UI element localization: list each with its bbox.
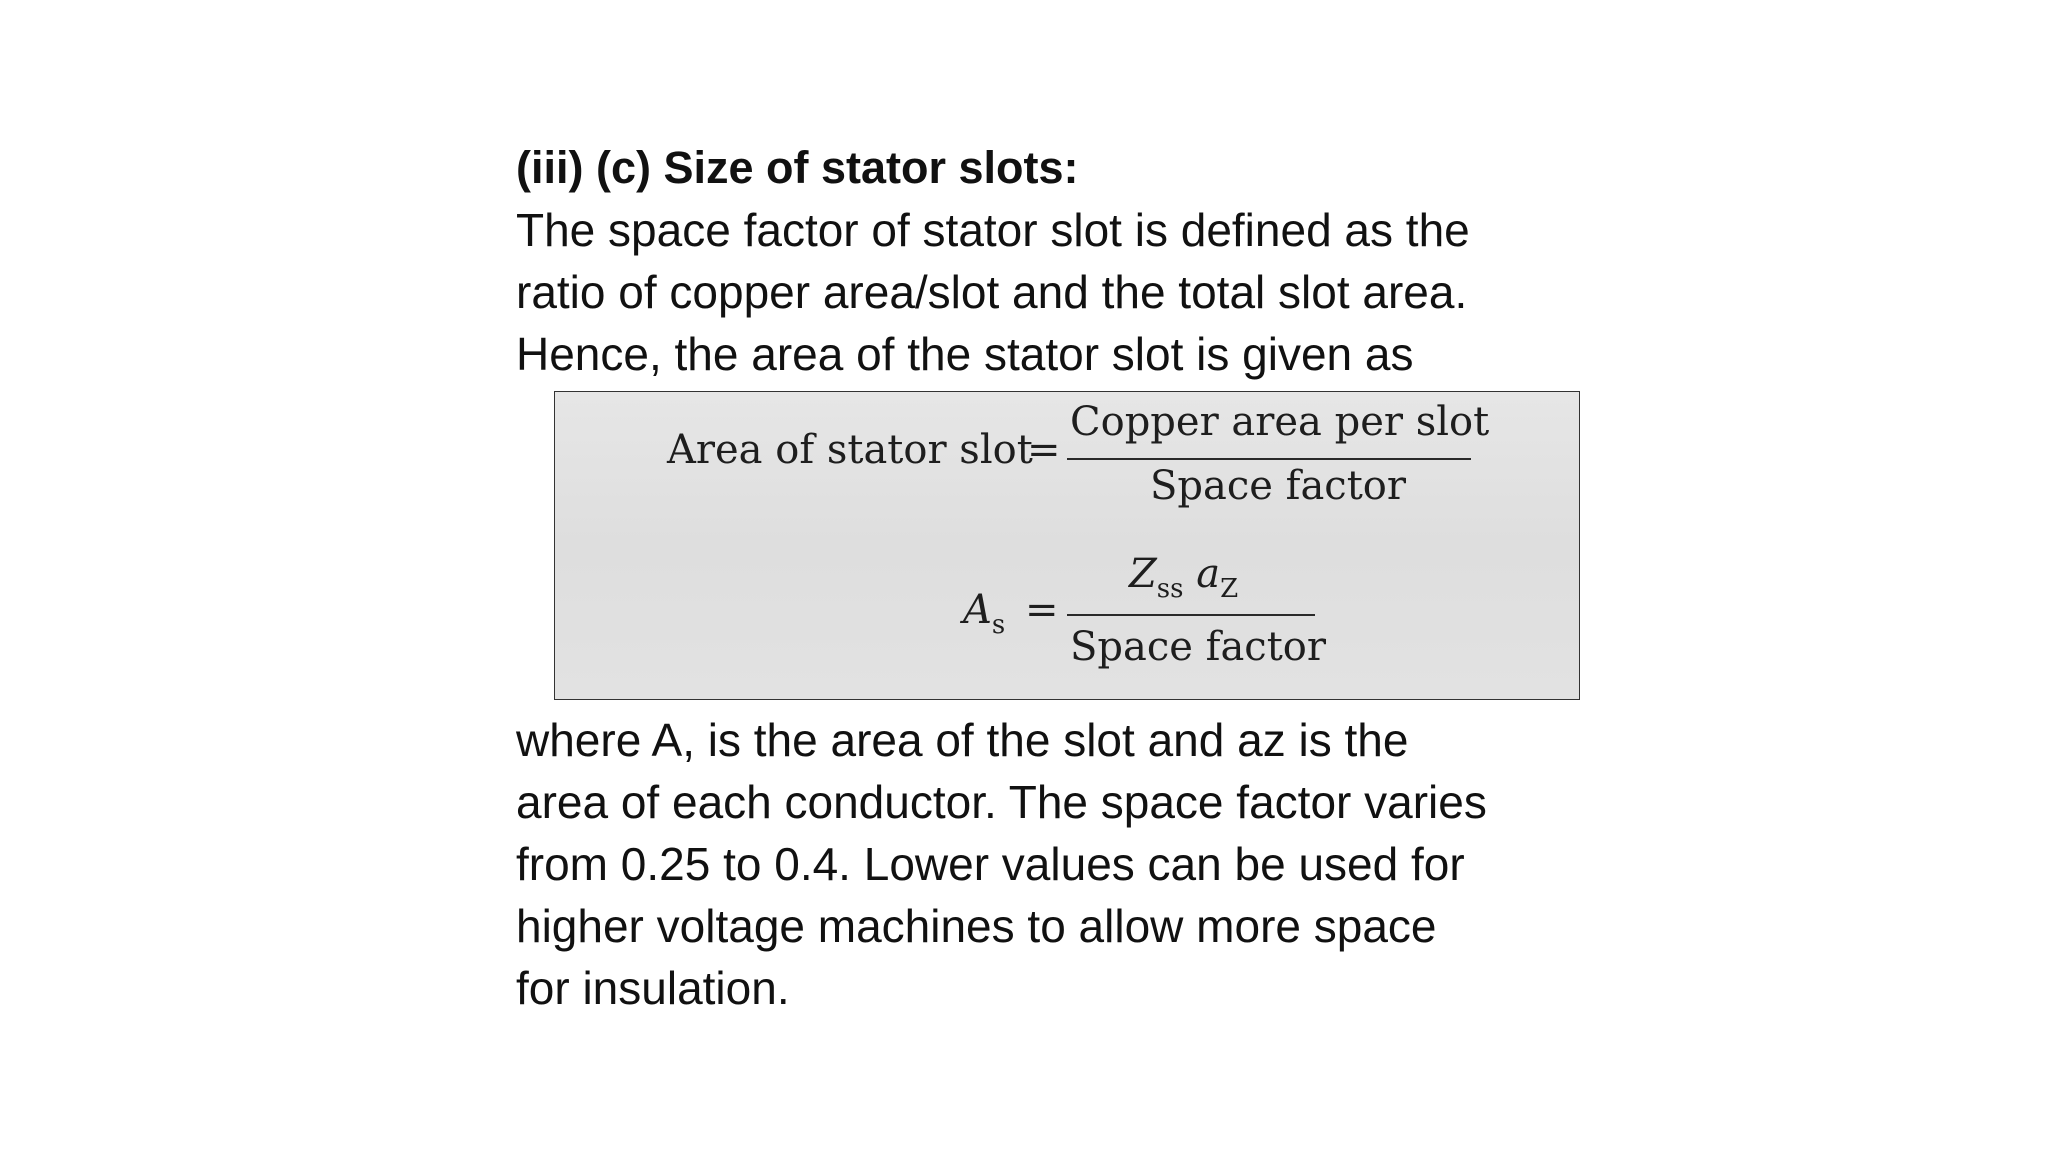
formula-1-numerator: Copper area per slot [1070, 399, 1490, 445]
formula-1-lhs: Area of stator slot [667, 427, 1033, 473]
body-text-block [516, 709, 1576, 1019]
formula-1-equals: = [1027, 427, 1061, 473]
section-heading: (iii) (c) Size of stator slots: [516, 142, 1079, 193]
intro-line: ratio of copper area/slot and the total slot area. [516, 266, 1468, 318]
formula-2-z-symbol: Z [1129, 551, 1157, 597]
formula-1-fraction-bar [1067, 458, 1471, 460]
formula-2-a-subscript: Z [1220, 574, 1239, 604]
intro-text-block [516, 137, 1576, 385]
body-line: higher voltage machines to allow more space [516, 900, 1437, 952]
formula-2-a-symbol: a [1196, 551, 1221, 597]
body-line: where A, is the area of the slot and az is the [516, 714, 1409, 766]
formula-image [554, 391, 1580, 700]
formula-2-fraction-bar [1067, 614, 1315, 616]
formula-2-lhs-subscript: s [991, 610, 1006, 640]
body-line: from 0.25 to 0.4. Lower values can be used for [516, 838, 1465, 890]
formula-2-lhs [963, 587, 1006, 640]
formula-2-denominator: Space factor [1070, 624, 1326, 670]
formula-1-denominator: Space factor [1150, 463, 1406, 509]
intro-line: The space factor of stator slot is defined as the [516, 204, 1470, 256]
body-line: area of each conductor. The space factor varies [516, 776, 1487, 828]
formula-2-equals: = [1025, 587, 1059, 633]
intro-line: Hence, the area of the stator slot is given as [516, 328, 1414, 380]
body-line: for insulation. [516, 962, 790, 1014]
formula-2-z-subscript: ss [1156, 574, 1184, 604]
formula-2-lhs-symbol: A [963, 587, 992, 633]
formula-2-numerator [1129, 551, 1239, 604]
